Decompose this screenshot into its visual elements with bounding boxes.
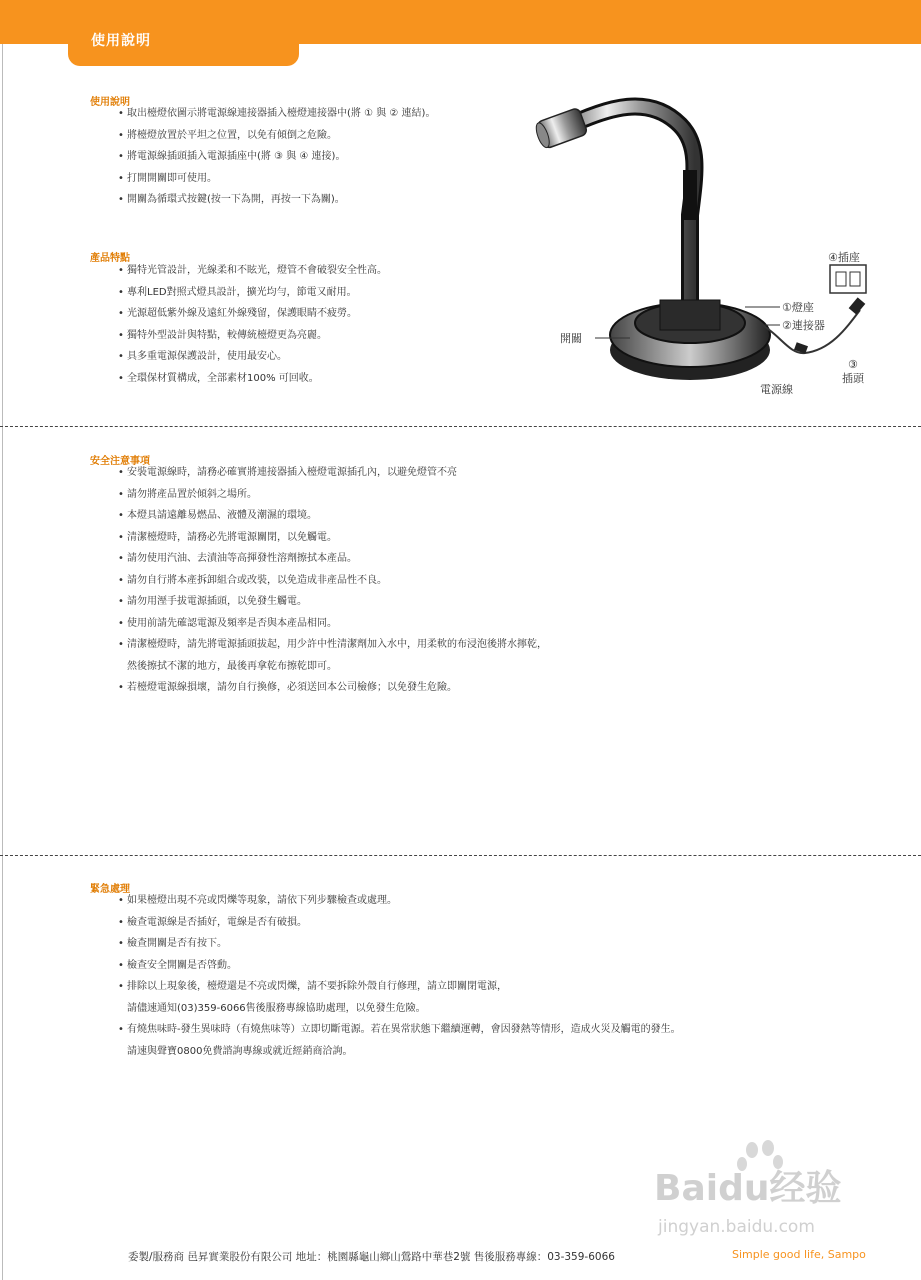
watermark-url: jingyan.baidu.com (658, 1217, 815, 1237)
list-item-continuation: 請儘速通知(03)359-6066售後服務專線協助處理，以免發生危險。 (127, 1002, 426, 1014)
usage-heading: 使用說明 (90, 97, 130, 108)
list-item-continuation: 請速與聲寶0800免費諮詢專線或就近經銷商洽詢。 (127, 1045, 353, 1057)
list-item: • 安裝電源線時，請務必確實將連接器插入檯燈電源插孔內，以避免燈管不亮 (118, 467, 457, 478)
socket-hole (836, 272, 846, 286)
list-item: • 使用前請先確認電源及頻率是否與本產品相同。 (118, 617, 337, 629)
gooseneck (560, 106, 694, 315)
baidu-watermark (650, 1140, 870, 1240)
label-plug-num: ③ (848, 358, 858, 371)
usage-list (118, 108, 435, 216)
list-item: • 將檯燈放置於平坦之位置，以免有傾倒之危險。 (118, 129, 337, 141)
list-item: • 本燈具請遠離易燃品、液體及潮濕的環境。 (118, 510, 317, 521)
list-item: • 檢查開關是否有按下。 (118, 938, 227, 949)
list-item: • 如果檯燈出現不亮或閃爍等現象，請依下列步驟檢查或處理。 (118, 895, 397, 906)
header-tab (68, 0, 299, 66)
gooseneck-highlight (560, 106, 694, 315)
list-item: • 清潔檯燈時，請先將電源插頭拔起，用少許中性清潔劑加入水中，用柔軟的布浸泡後將水擰乾， (118, 639, 547, 650)
divider (0, 426, 921, 427)
plug (849, 297, 866, 314)
list-item: • 開關為循環式按鍵(按一下為開，再按一下為關)。 (118, 194, 345, 205)
list-item: • 排除以上現象後，檯燈還是不亮或閃爍，請不要拆除外殼自行修理，請立即關閉電源， (118, 981, 507, 992)
list-item: • 請勿使用汽油、去漬油等高揮發性溶劑擦拭本產品。 (118, 553, 357, 564)
list-item: • 請勿用溼手拔電源插頭，以免發生觸電。 (118, 596, 307, 607)
neck-band (683, 170, 697, 220)
list-item: • 請勿自行將本產拆卸組合或改裝，以免造成非產品性不良。 (118, 574, 387, 586)
list-item: • 取出檯燈依圖示將電源線連接器插入檯燈連接器中(將 ① 與 ② 連結)。 (118, 108, 436, 119)
label-socket: ④插座 (828, 251, 860, 264)
list-item: • 具多重電源保護設計，使用最安心。 (118, 351, 287, 362)
label-lamp-base: ①燈座 (782, 301, 814, 314)
list-item-continuation: 然後擦拭不潔的地方，最後再拿乾布擦乾即可。 (127, 660, 337, 672)
list-item: • 檢查安全開關是否啓動。 (118, 959, 237, 971)
label-cord: 電源線 (760, 383, 793, 396)
list-item: • 若檯燈電源線損壞，請勿自行換修，必須送回本公司檢修；以免發生危險。 (118, 682, 457, 693)
list-item: • 打開開關即可使用。 (118, 172, 217, 184)
list-item: • 有燒焦味時-發生異味時（有燒焦味等）立即切斷電源。若在異常狀態下繼續運轉，會因發熱等情形，造成火災及觸電的發生。 (118, 1024, 681, 1035)
watermark-brand: Baidu经验 (654, 1168, 842, 1209)
list-item: • 清潔檯燈時，請務必先將電源關閉，以免觸電。 (118, 531, 337, 543)
emergency-list (118, 895, 681, 1067)
features-heading: 產品特點 (90, 253, 130, 264)
wall-socket (830, 265, 866, 293)
page-edge-line (2, 44, 3, 1280)
footer-company: 委製/服務商 邑昇實業股份有限公司 地址：桃園縣龜山鄉山鶯路中華巷2號 售後服務專線：03-359-6066 (128, 1251, 615, 1263)
safety-list (118, 467, 547, 704)
features-list (118, 265, 387, 394)
divider (0, 855, 921, 856)
paw-icon (737, 1140, 783, 1171)
footer-slogan: Simple good life, Sampo (732, 1248, 866, 1261)
list-item: • 專利LED對照式燈具設計，擴光均勻，節電又耐用。 (118, 286, 357, 298)
lamp-head (533, 107, 588, 150)
header-tab-title: 使用說明 (91, 33, 151, 49)
socket-hole (850, 272, 860, 286)
list-item: • 獨特外型設計與特點，較傳統檯燈更為亮麗。 (118, 329, 327, 341)
lamp-socket-block (660, 300, 720, 330)
label-switch: 開關 (560, 332, 582, 345)
list-item: • 全環保材質構成，全部素材100% 可回收。 (118, 372, 319, 384)
list-item: • 檢查電源線是否插好，電線是否有破損。 (118, 916, 307, 928)
safety-heading: 安全注意事項 (90, 456, 150, 467)
list-item: • 將電源線插頭插入電源插座中(將 ③ 與 ④ 連接)。 (118, 151, 346, 162)
lamp-diagram (530, 85, 880, 405)
list-item: • 請勿將產品置於傾斜之場所。 (118, 488, 257, 500)
emergency-heading: 緊急處理 (90, 884, 130, 895)
list-item: • 獨特光管設計，光線柔和不眩光，燈管不會破裂安全性高。 (118, 265, 387, 276)
label-plug: 插頭 (842, 372, 864, 385)
label-connector: ②連接器 (782, 319, 825, 332)
list-item: • 光源超低紫外線及遠紅外線殘留，保護眼睛不疲勞。 (118, 308, 357, 319)
